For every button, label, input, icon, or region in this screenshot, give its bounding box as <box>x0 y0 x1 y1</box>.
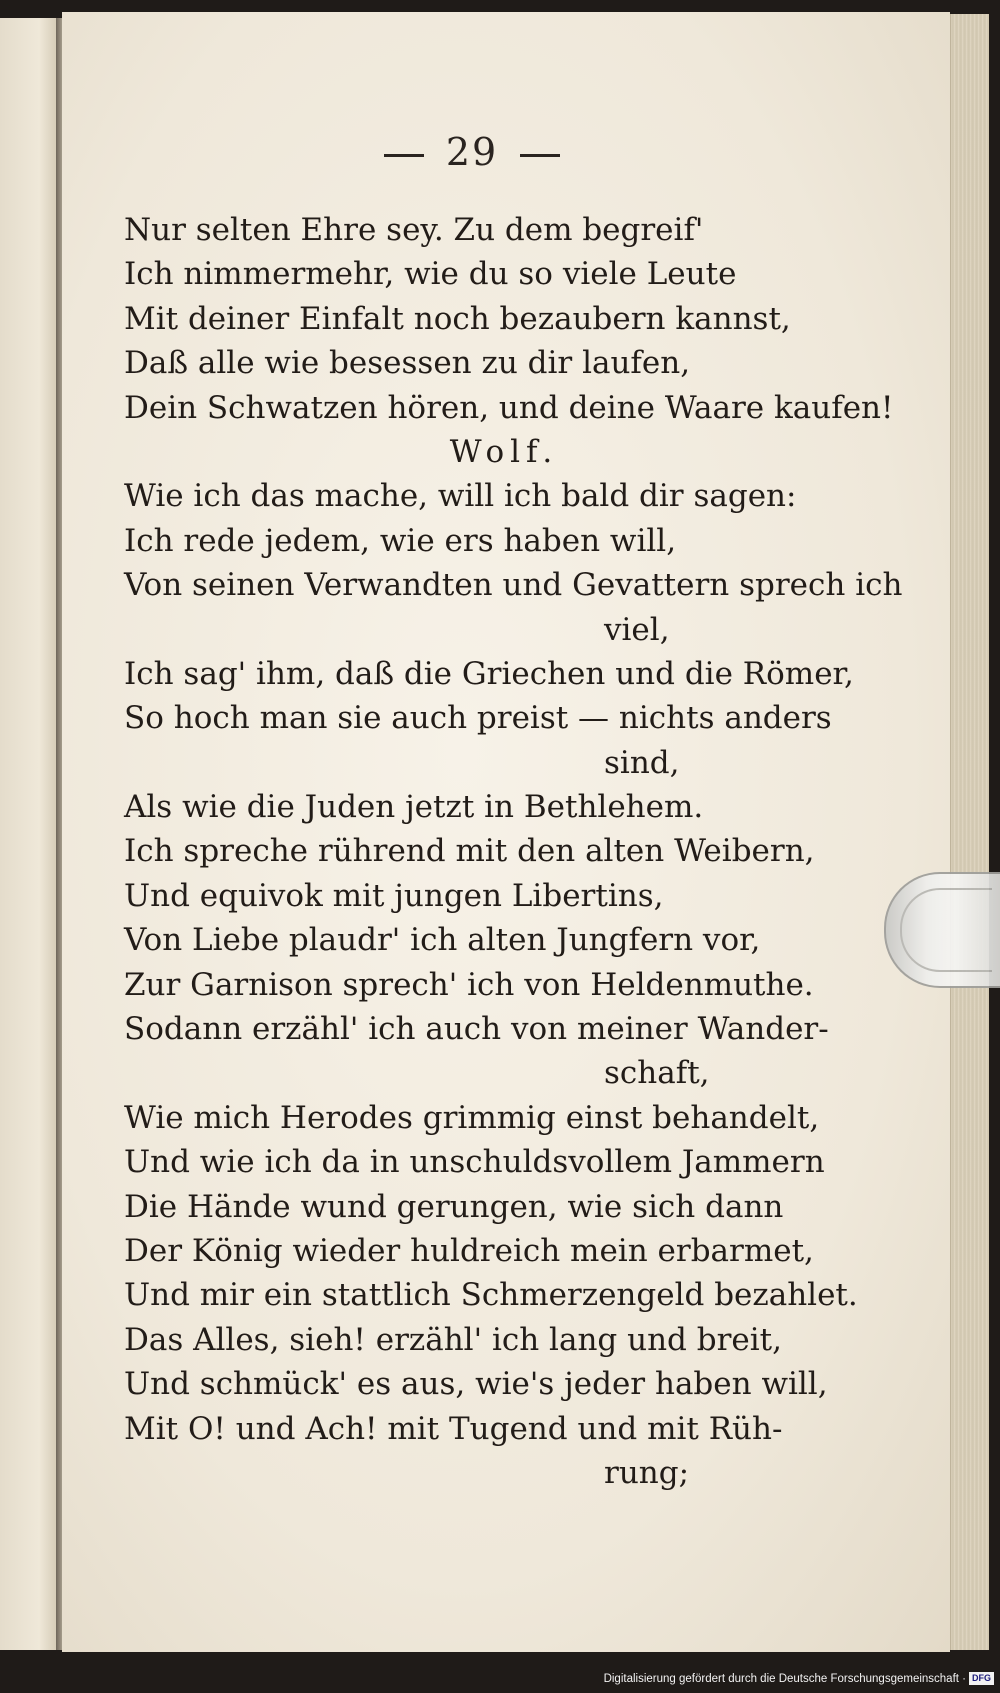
speaker-name: Wolf. <box>449 433 559 470</box>
text-line-continuation: schaft, <box>604 1055 710 1092</box>
dfg-logo: DFG <box>969 1672 994 1685</box>
text-line: Als wie die Juden jetzt in Bethlehem. <box>124 789 704 826</box>
page-block-edge <box>950 14 989 1650</box>
text-line: Daß alle wie besessen zu dir laufen, <box>124 345 691 382</box>
text-line: Dein Schwatzen hören, und deine Waare kaufen! <box>124 389 894 426</box>
text-line: Nur selten Ehre sey. Zu dem begreif' <box>124 212 704 248</box>
text-line-continuation: rung; <box>604 1454 690 1491</box>
page-number: 29 <box>62 130 882 174</box>
digitization-credit: Digitalisierung gefördert durch die Deutsche Forschungsgemeinschaft · DFG <box>604 1669 994 1689</box>
text-line: Die Hände wund gerungen, wie sich dann <box>124 1188 784 1225</box>
text-line: Mit deiner Einfalt noch bezaubern kannst, <box>124 300 791 337</box>
text-line: Ich nimmermehr, wie du so viele Leute <box>124 256 737 293</box>
text-line: Wie ich das mache, will ich bald dir sagen: <box>124 478 797 515</box>
text-line: Und mir ein stattlich Schmerzengeld bezahlet. <box>124 1277 858 1314</box>
text-line: Zur Garnison sprech' ich von Heldenmuthe. <box>124 966 814 1003</box>
dash-left <box>384 154 424 157</box>
text-line: Ich sag' ihm, daß die Griechen und die Römer, <box>124 655 854 692</box>
dash-right <box>520 154 560 157</box>
text-line: Das Alles, sieh! erzähl' ich lang und breit, <box>124 1321 782 1358</box>
text-line: Von Liebe plaudr' ich alten Jungfern vor, <box>124 922 761 959</box>
text-line: Wie mich Herodes grimmig einst behandelt, <box>124 1099 820 1136</box>
text-line: Und wie ich da in unschuldsvollem Jammern <box>124 1144 825 1181</box>
text-line: So hoch man sie auch preist — nichts anders <box>124 700 832 737</box>
text-line: Sodann erzähl' ich auch von meiner Wander- <box>124 1011 829 1048</box>
text-line: Und schmück' es aus, wie's jeder haben will, <box>124 1366 828 1403</box>
text-line: Von seinen Verwandten und Gevattern sprech ich <box>124 567 903 604</box>
text-line: Und equivok mit jungen Libertins, <box>124 877 664 914</box>
poem-text <box>124 208 903 1495</box>
text-line: Ich rede jedem, wie ers haben will, <box>124 522 677 559</box>
text-line-continuation: sind, <box>604 744 680 781</box>
text-line: Der König wieder huldreich mein erbarmet, <box>124 1232 814 1269</box>
page-holder-clip <box>884 872 1000 988</box>
text-line: Ich spreche rührend mit den alten Weibern, <box>124 833 815 870</box>
text-line: Mit O! und Ach! mit Tugend und mit Rüh- <box>124 1410 783 1447</box>
text-line-continuation: viel, <box>604 611 670 648</box>
book-page <box>62 12 950 1652</box>
left-page-edge <box>0 18 58 1650</box>
